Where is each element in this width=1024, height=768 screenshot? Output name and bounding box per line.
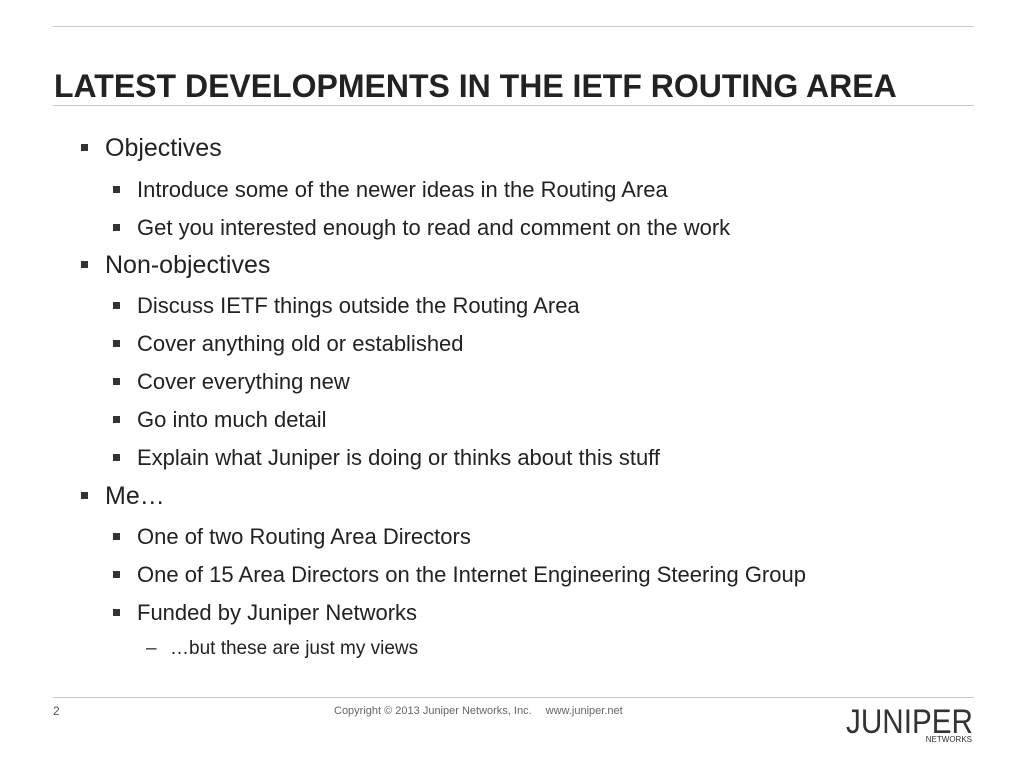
square-bullet-icon xyxy=(113,302,120,309)
bullet-objectives xyxy=(105,131,222,165)
logo-wordmark: JUNIPER xyxy=(846,703,973,741)
square-bullet-icon xyxy=(113,533,120,540)
bullet-item xyxy=(137,291,580,321)
bullet-text: Cover everything new xyxy=(137,369,350,394)
bullet-item xyxy=(137,522,471,552)
square-bullet-icon xyxy=(113,609,120,616)
bullet-text: One of two Routing Area Directors xyxy=(137,524,471,549)
square-bullet-icon xyxy=(113,378,120,385)
bullet-text: Non-objectives xyxy=(105,251,271,279)
bullet-text: …but these are just my views xyxy=(170,638,419,659)
bullet-item xyxy=(137,367,350,397)
bullet-item xyxy=(137,443,660,473)
slide-title: LATEST DEVELOPMENTS IN THE IETF ROUTING AREA xyxy=(54,68,897,104)
square-bullet-icon xyxy=(113,571,120,578)
square-bullet-icon xyxy=(113,340,120,347)
bullet-text: Introduce some of the newer ideas in the Routing Area xyxy=(137,177,668,202)
bullet-text: Funded by Juniper Networks xyxy=(137,600,418,625)
logo-subtext: NETWORKS xyxy=(925,735,972,744)
copyright-text: Copyright © 2013 Juniper Networks, Inc. xyxy=(334,705,532,717)
slide-number: 2 xyxy=(53,704,60,718)
bullet-text: Go into much detail xyxy=(137,407,327,432)
title-underline xyxy=(53,105,974,106)
bullet-text: Objectives xyxy=(105,134,222,162)
juniper-logo xyxy=(846,703,976,745)
bullet-text: One of 15 Area Directors on the Internet Engineering Steering Group xyxy=(137,562,806,587)
bullet-text: Discuss IETF things outside the Routing Area xyxy=(137,293,580,318)
juniper-logo-icon xyxy=(846,703,976,745)
bullet-item xyxy=(137,405,327,435)
square-bullet-icon xyxy=(113,416,120,423)
bullet-item xyxy=(137,598,417,628)
bullet-text: Explain what Juniper is doing or thinks about this stuff xyxy=(137,445,661,470)
square-bullet-icon xyxy=(113,186,120,193)
bullet-item xyxy=(137,560,806,590)
bullet-text: Get you interested enough to read and comment on the work xyxy=(137,215,731,240)
square-bullet-icon xyxy=(81,261,88,268)
square-bullet-icon xyxy=(81,492,88,499)
bullet-non-objectives xyxy=(105,248,270,282)
square-bullet-icon xyxy=(113,224,120,231)
square-bullet-icon xyxy=(81,144,88,151)
bullet-text: Me… xyxy=(105,482,165,510)
footer-url: www.juniper.net xyxy=(545,705,623,717)
top-rule xyxy=(53,26,974,27)
bullet-item xyxy=(137,213,730,243)
square-bullet-icon xyxy=(113,454,120,461)
dash-bullet-icon: – xyxy=(146,638,157,659)
bullet-item xyxy=(137,329,464,359)
bullet-text: Cover anything old or established xyxy=(137,331,464,356)
bullet-me xyxy=(105,479,165,513)
bullet-item xyxy=(137,175,668,205)
sub-bullet-item xyxy=(146,636,419,662)
footer-copyright xyxy=(334,705,623,717)
footer-rule xyxy=(53,697,974,698)
